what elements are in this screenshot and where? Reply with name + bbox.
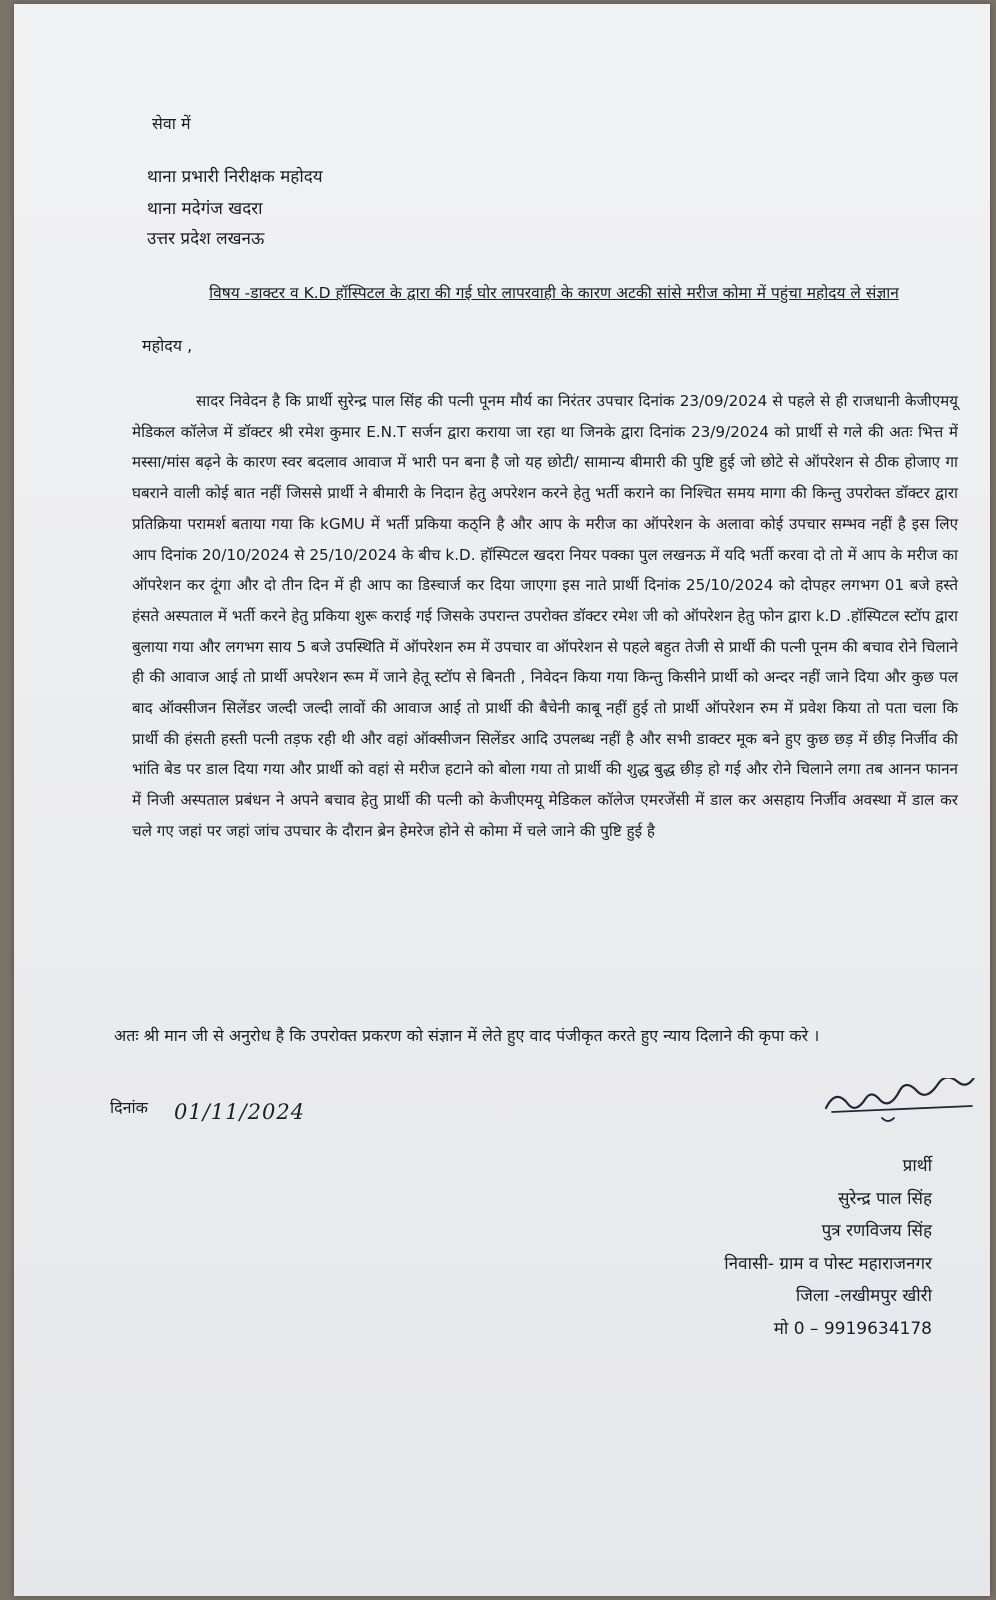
subject-line: विषय -डाक्टर व K.D हॉस्पिटल के द्वारा की गई घोर लापरवाही के कारण अटकी सांसे मरीज कोमा में पहुंचा महोदय ले संज्ञान bbox=[209, 284, 899, 302]
applicant-residence: निवासी- ग्राम व पोस्ट महाराजनगर bbox=[724, 1253, 932, 1274]
handwritten-signature bbox=[822, 1078, 982, 1138]
applicant-father: पुत्र रणविजय सिंह bbox=[821, 1221, 932, 1241]
addressee-line-2: थाना मदेगंज खदरा bbox=[147, 199, 263, 219]
applicant-name: सुरेन्द्र पाल सिंह bbox=[837, 1188, 932, 1209]
applicant-phone: मो 0 – 9919634178 bbox=[773, 1318, 932, 1339]
letter-body: सादर निवेदन है कि प्रार्थी सुरेन्द्र पाल सिंह की पत्नी पूनम मौर्य का निरंतर उपचार दिनांक 23/09/2024 से पहले से ही राजधानी केजीएमयू मेडिकल कॉलेज में डॉक्टर श्री रमेश कुमार E.N.T सर्जन द्वारा कराया जा रहा था जिनके द्वारा दिनांक 23/9/2024 को प्रार्थी से गले की अतः भित्त में मस्सा/मांस बढ़ने के कारण स्वर बदलाव आवाज में भारी पन बना है जो यह छोटी/ सामान्य बीमारी की पुष्टि हुई जो छोटे से ऑपरेशन से ठीक होजाए गा घबराने वाली कोई बात नहीं जिससे प्रार्थी ने बीमारी के निदान हेतु अपरेशन करने हेतु भर्ती कराने का निश्चित समय मागा की किन्तु उपरोक्त डॉक्टर द्वारा प्रतिक्रिया परामर्श बताया गया कि kGMU में भर्ती प्रकिया कठ्नि है और आप के मरीज का ऑपरेशन के अलावा कोई उपचार सम्भव नहीं है इस लिए आप दिनांक 20/10/2024 से 25/10/2024 के बीच k.D. हॉस्पिटल खदरा नियर पक्का पुल लखनऊ में यदि भर्ती करवा दो तो में आप के मरीज का ऑपरेशन कर दूंगा और दो तीन दिन में ही आप का डिस्चार्ज कर दिया जाएगा इस नाते प्रार्थी दिनांक 25/10/2024 को दोपहर लगभग 01 बजे हस्ते हंसते अस्पताल में भर्ती करने हेतु प्रकिया शुरू कराई गई जिसके उपरान्त उपरोक्त डॉक्टर रमेश जी को ऑपरेशन हेतु फोन द्वारा k.D .हॉस्पिटल स्टॉप द्वारा बुलाया गया और लगभग साय 5 बजे उपस्थिति में ऑपरेशन रुम में उपचार वा ऑपरेशन से पहले बहुत तेजी से प्रार्थी की पत्नी पूनम की बचाव रोने चिलाने ही की आवाज आई तो प्रार्थी अपरेशन रूम में जाने हेतू स्टॉप से बिनती , निवेदन किया गया किन्तु किसीने प्रार्थी को अन्दर नहीं जाने दिया और कुछ पल बाद ऑक्सीजन सिलेंडर जल्दी जल्दी लावों की आवाज आई तो प्रार्थी की बैचेनी काबू नहीं हुई तो प्रार्थी ऑपरेशन रुम में प्रवेश किया तो पता चला कि प्रार्थी की हंसती हस्ती पत्नी तड़फ रही थी और वहां ऑक्सीजन सिलेंडर आदि उपलब्ध नहीं है और सभी डाक्टर मूक बने हुए कुछ छड़ में छीड़ निर्जीव की भांति बेड पर डाल दिया गया और प्रार्थी को वहां से मरीज हटाने को बोला गया तो प्रार्थी की शुद्ध बुद्ध छीड़ हो गई और रोने चिलाने लगा तब आनन फानन में निजी अस्पताल प्रबंधन ने अपने बचाव हेतु प्रार्थी की पत्नी को केजीएमयू मेडिकल कॉलेज एमरजेंसी में डाल कर असहाय निर्जीव अवस्था में डाल कर चले गए जहां पर जहां जांच उपचार के दौरान ब्रेन हेमरेज होने से कोमा में चले जाने की पुष्टि हुई है bbox=[132, 392, 958, 840]
date-value: 01/11/2024 bbox=[174, 1100, 306, 1124]
request-paragraph: अतः श्री मान जी से अनुरोध है कि उपरोक्त प्रकरण को संज्ञान में लेते हुए वाद पंजीकृत करते हुए न्याय दिलाने की कृपा करे । bbox=[114, 1026, 820, 1045]
applicant-district: जिला -लखीमपुर खीरी bbox=[795, 1286, 932, 1306]
date-label: दिनांक bbox=[110, 1098, 148, 1117]
signature-block bbox=[724, 1150, 932, 1345]
salutation: सेवा में bbox=[152, 114, 191, 133]
letter-page bbox=[14, 4, 990, 1596]
addressee-line-1: थाना प्रभारी निरीक्षक महोदय bbox=[147, 167, 323, 187]
applicant-label: प्रार्थी bbox=[902, 1156, 932, 1176]
greeting: महोदय , bbox=[142, 336, 193, 355]
addressee-line-3: उत्तर प्रदेश लखनऊ bbox=[147, 229, 265, 249]
